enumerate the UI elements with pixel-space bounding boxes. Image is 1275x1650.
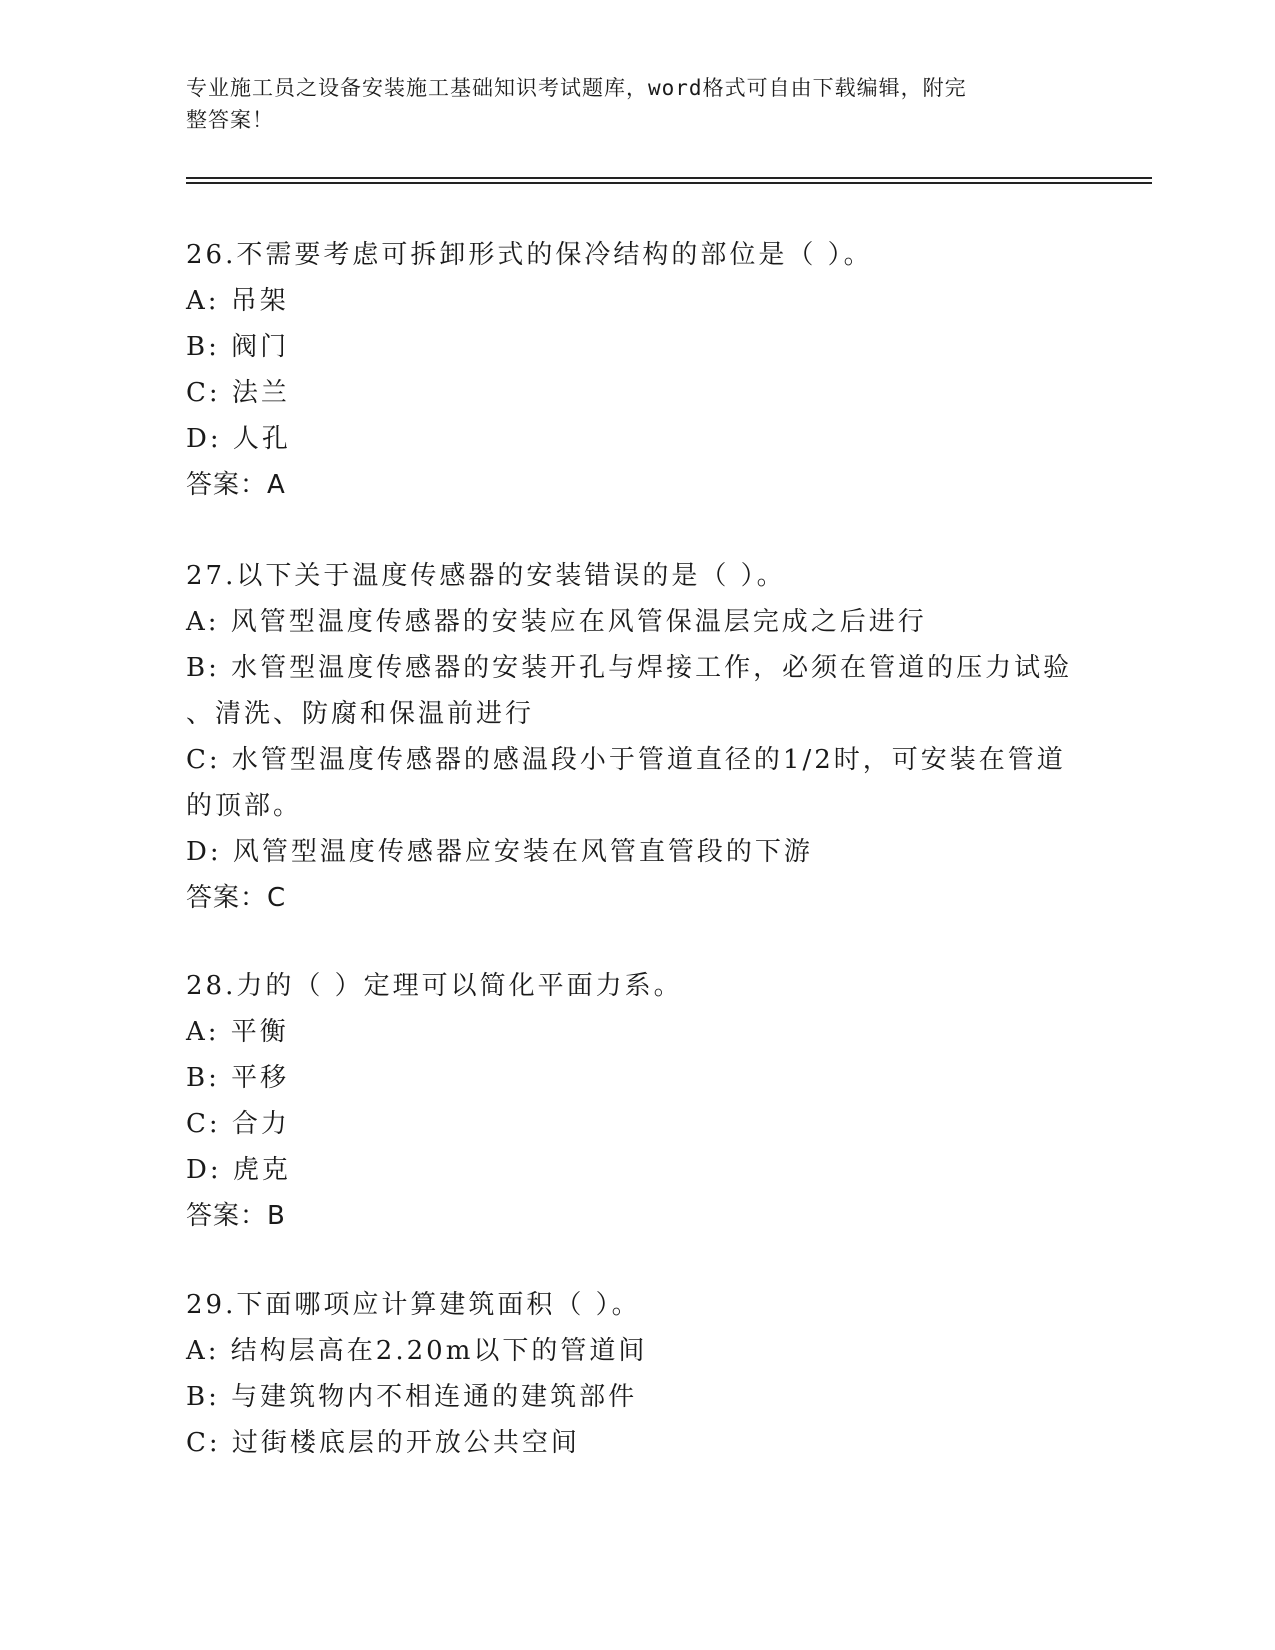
question-27 bbox=[186, 553, 1086, 921]
option-d: D: 虎克 bbox=[186, 1155, 291, 1185]
option-b: B: 平移 bbox=[186, 1063, 290, 1093]
answer-key: 答案：A bbox=[186, 470, 286, 500]
option-a: A: 结构层高在2.20m以下的管道间 bbox=[186, 1336, 648, 1366]
option-b: B: 阀门 bbox=[186, 332, 290, 362]
header-divider-top bbox=[186, 177, 1152, 179]
option-c: C: 水管型温度传感器的感温段小于管道直径的1/2时，可安装在管道 bbox=[186, 745, 1066, 775]
option-d: D: 人孔 bbox=[186, 424, 291, 454]
option-c-continued: 的顶部。 bbox=[186, 791, 303, 821]
option-d: D: 风管型温度传感器应安装在风管直管段的下游 bbox=[186, 837, 813, 867]
question-26 bbox=[186, 232, 1086, 508]
question-stem: 28.力的（ ）定理可以简化平面力系。 bbox=[186, 971, 683, 1001]
option-b: B: 与建筑物内不相连通的建筑部件 bbox=[186, 1382, 638, 1412]
question-stem: 27.以下关于温度传感器的安装错误的是（ ）。 bbox=[186, 561, 786, 591]
option-a: A: 风管型温度传感器的安装应在风管保温层完成之后进行 bbox=[186, 607, 927, 637]
answer-key: 答案：C bbox=[186, 883, 287, 913]
question-stem: 29.下面哪项应计算建筑面积（ ）。 bbox=[186, 1290, 641, 1320]
option-c: C: 合力 bbox=[186, 1109, 290, 1139]
question-29 bbox=[186, 1282, 1086, 1466]
answer-key: 答案：B bbox=[186, 1201, 286, 1231]
header-divider-bottom bbox=[186, 182, 1152, 184]
document-header bbox=[186, 72, 1066, 136]
option-b: B: 水管型温度传感器的安装开孔与焊接工作，必须在管道的压力试验 bbox=[186, 653, 1073, 683]
header-line-1: 专业施工员之设备安装施工基础知识考试题库，word格式可自由下载编辑，附完 bbox=[186, 76, 967, 100]
question-stem: 26.不需要考虑可拆卸形式的保冷结构的部位是（ ）。 bbox=[186, 240, 873, 270]
option-a: A: 吊架 bbox=[186, 286, 289, 316]
option-a: A: 平衡 bbox=[186, 1017, 289, 1047]
option-c: C: 法兰 bbox=[186, 378, 290, 408]
question-28 bbox=[186, 963, 1086, 1239]
option-c: C: 过街楼底层的开放公共空间 bbox=[186, 1428, 580, 1458]
option-b-continued: 、清洗、防腐和保温前进行 bbox=[186, 699, 535, 729]
header-line-2: 整答案！ bbox=[186, 108, 274, 132]
